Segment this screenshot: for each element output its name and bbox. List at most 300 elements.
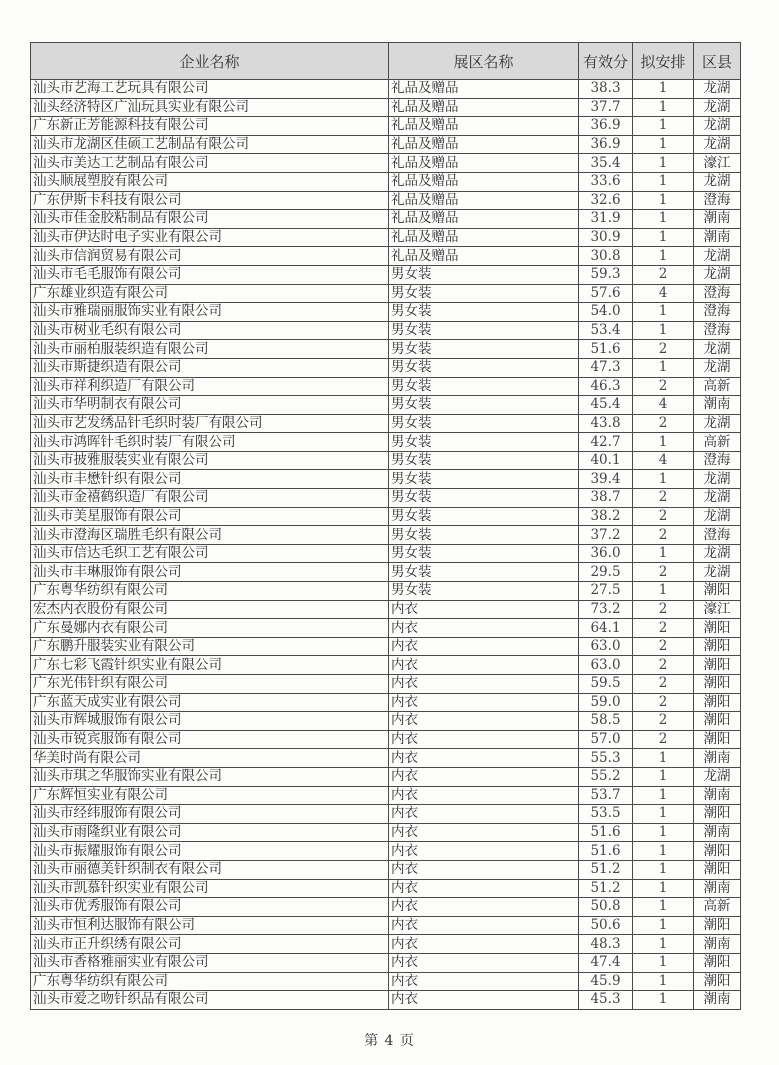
cell-district: 潮阳 <box>694 805 741 824</box>
cell-district: 龙湖 <box>694 265 741 284</box>
cell-score: 73.2 <box>579 600 633 619</box>
cell-company: 汕头市金禧鹤织造厂有限公司 <box>31 489 389 508</box>
cell-company: 广东辉恒实业有限公司 <box>31 786 389 805</box>
table-row <box>31 637 741 656</box>
cell-area: 内衣 <box>389 637 579 656</box>
cell-area: 内衣 <box>389 991 579 1010</box>
table-row <box>31 898 741 917</box>
cell-company: 汕头市信润贸易有限公司 <box>31 247 389 266</box>
cell-company: 汕头市丰琳服饰有限公司 <box>31 563 389 582</box>
cell-arrange: 1 <box>633 135 694 154</box>
cell-district: 潮阳 <box>694 637 741 656</box>
cell-company: 宏杰内衣股份有限公司 <box>31 600 389 619</box>
table-row <box>31 953 741 972</box>
cell-score: 54.0 <box>579 303 633 322</box>
cell-score: 57.0 <box>579 730 633 749</box>
table-header-row <box>31 43 741 80</box>
cell-arrange: 2 <box>633 693 694 712</box>
cell-arrange: 1 <box>633 953 694 972</box>
cell-company: 广东伊斯卡科技有限公司 <box>31 191 389 210</box>
cell-area: 男女装 <box>389 507 579 526</box>
table-body <box>31 80 741 1010</box>
cell-district: 澄海 <box>694 321 741 340</box>
cell-score: 50.6 <box>579 916 633 935</box>
cell-area: 礼品及赠品 <box>389 172 579 191</box>
cell-area: 男女装 <box>389 489 579 508</box>
table-row <box>31 544 741 563</box>
cell-company: 汕头市澄海区瑞胜毛织有限公司 <box>31 526 389 545</box>
cell-area: 内衣 <box>389 712 579 731</box>
cell-area: 男女装 <box>389 544 579 563</box>
cell-district: 潮南 <box>694 879 741 898</box>
cell-company: 汕头市恒利达服饰有限公司 <box>31 916 389 935</box>
cell-company: 汕头市雨隆织业有限公司 <box>31 823 389 842</box>
cell-score: 59.5 <box>579 675 633 694</box>
cell-company: 汕头市振耀服饰有限公司 <box>31 842 389 861</box>
cell-score: 47.3 <box>579 358 633 377</box>
cell-arrange: 1 <box>633 767 694 786</box>
cell-company: 汕头市龙湖区佳硕工艺制品有限公司 <box>31 135 389 154</box>
cell-district: 龙湖 <box>694 135 741 154</box>
table-row <box>31 507 741 526</box>
cell-company: 广东七彩飞霞针织实业有限公司 <box>31 656 389 675</box>
cell-company: 广东光伟针织有限公司 <box>31 675 389 694</box>
cell-district: 龙湖 <box>694 117 741 136</box>
header-district: 区县 <box>694 43 741 80</box>
table-row <box>31 563 741 582</box>
cell-company: 汕头市美达工艺制品有限公司 <box>31 154 389 173</box>
table-row <box>31 228 741 247</box>
cell-arrange: 1 <box>633 358 694 377</box>
cell-score: 59.3 <box>579 265 633 284</box>
cell-company: 汕头市祥利织造厂有限公司 <box>31 377 389 396</box>
cell-arrange: 2 <box>633 489 694 508</box>
cell-company: 华美时尚有限公司 <box>31 749 389 768</box>
cell-area: 内衣 <box>389 842 579 861</box>
cell-district: 澄海 <box>694 451 741 470</box>
cell-area: 男女装 <box>389 563 579 582</box>
cell-district: 濠江 <box>694 154 741 173</box>
cell-district: 高新 <box>694 898 741 917</box>
cell-company: 广东鹏升服装实业有限公司 <box>31 637 389 656</box>
table-row <box>31 879 741 898</box>
table-row <box>31 600 741 619</box>
cell-area: 男女装 <box>389 414 579 433</box>
cell-score: 53.7 <box>579 786 633 805</box>
cell-score: 42.7 <box>579 433 633 452</box>
cell-arrange: 1 <box>633 544 694 563</box>
cell-arrange: 1 <box>633 321 694 340</box>
table-row <box>31 451 741 470</box>
cell-arrange: 1 <box>633 842 694 861</box>
table-row <box>31 730 741 749</box>
cell-district: 龙湖 <box>694 489 741 508</box>
cell-arrange: 2 <box>633 563 694 582</box>
cell-area: 男女装 <box>389 451 579 470</box>
table-row <box>31 247 741 266</box>
cell-area: 内衣 <box>389 860 579 879</box>
cell-district: 潮阳 <box>694 619 741 638</box>
cell-area: 男女装 <box>389 303 579 322</box>
cell-arrange: 1 <box>633 991 694 1010</box>
cell-district: 潮南 <box>694 786 741 805</box>
cell-score: 36.9 <box>579 135 633 154</box>
cell-company: 汕头市艺发绣品针毛织时装厂有限公司 <box>31 414 389 433</box>
cell-district: 潮南 <box>694 823 741 842</box>
cell-area: 内衣 <box>389 916 579 935</box>
table-row <box>31 489 741 508</box>
cell-area: 男女装 <box>389 470 579 489</box>
cell-area: 礼品及赠品 <box>389 154 579 173</box>
cell-company: 汕头市鸿晖针毛织时装厂有限公司 <box>31 433 389 452</box>
cell-district: 潮阳 <box>694 582 741 601</box>
cell-arrange: 1 <box>633 191 694 210</box>
cell-score: 36.9 <box>579 117 633 136</box>
cell-company: 汕头市披雅服装实业有限公司 <box>31 451 389 470</box>
cell-arrange: 1 <box>633 935 694 954</box>
cell-arrange: 1 <box>633 786 694 805</box>
cell-arrange: 1 <box>633 470 694 489</box>
cell-arrange: 2 <box>633 526 694 545</box>
cell-area: 内衣 <box>389 898 579 917</box>
cell-area: 内衣 <box>389 656 579 675</box>
table-row <box>31 433 741 452</box>
cell-area: 男女装 <box>389 265 579 284</box>
cell-arrange: 1 <box>633 210 694 229</box>
cell-district: 龙湖 <box>694 340 741 359</box>
cell-company: 汕头市信达毛织工艺有限公司 <box>31 544 389 563</box>
cell-score: 53.5 <box>579 805 633 824</box>
cell-district: 龙湖 <box>694 507 741 526</box>
cell-score: 29.5 <box>579 563 633 582</box>
cell-district: 潮阳 <box>694 916 741 935</box>
cell-district: 龙湖 <box>694 247 741 266</box>
cell-score: 63.0 <box>579 656 633 675</box>
cell-company: 汕头市丽德美针织制衣有限公司 <box>31 860 389 879</box>
exhibitor-table <box>30 42 741 1010</box>
cell-score: 63.0 <box>579 637 633 656</box>
cell-company: 汕头市佳金胶粘制品有限公司 <box>31 210 389 229</box>
cell-district: 龙湖 <box>694 172 741 191</box>
cell-district: 龙湖 <box>694 98 741 117</box>
cell-score: 47.4 <box>579 953 633 972</box>
cell-score: 50.8 <box>579 898 633 917</box>
cell-company: 汕头市优秀服饰有限公司 <box>31 898 389 917</box>
cell-score: 45.3 <box>579 991 633 1010</box>
cell-district: 潮南 <box>694 749 741 768</box>
table-row <box>31 935 741 954</box>
header-company: 企业名称 <box>31 43 389 80</box>
cell-district: 高新 <box>694 377 741 396</box>
cell-score: 40.1 <box>579 451 633 470</box>
table-row <box>31 340 741 359</box>
cell-district: 龙湖 <box>694 358 741 377</box>
table-row <box>31 526 741 545</box>
header-score: 有效分 <box>579 43 633 80</box>
cell-area: 男女装 <box>389 284 579 303</box>
table-row <box>31 823 741 842</box>
table-row <box>31 991 741 1010</box>
cell-score: 53.4 <box>579 321 633 340</box>
cell-score: 38.2 <box>579 507 633 526</box>
cell-score: 59.0 <box>579 693 633 712</box>
cell-score: 38.7 <box>579 489 633 508</box>
cell-company: 汕头市香格雅丽实业有限公司 <box>31 953 389 972</box>
cell-arrange: 1 <box>633 80 694 99</box>
cell-area: 礼品及赠品 <box>389 247 579 266</box>
table-row <box>31 80 741 99</box>
cell-area: 内衣 <box>389 600 579 619</box>
cell-district: 潮阳 <box>694 972 741 991</box>
table-row <box>31 321 741 340</box>
cell-arrange: 1 <box>633 172 694 191</box>
cell-arrange: 2 <box>633 265 694 284</box>
cell-score: 64.1 <box>579 619 633 638</box>
table-row <box>31 582 741 601</box>
cell-district: 龙湖 <box>694 414 741 433</box>
cell-arrange: 1 <box>633 247 694 266</box>
cell-arrange: 2 <box>633 637 694 656</box>
cell-score: 57.6 <box>579 284 633 303</box>
table-row <box>31 358 741 377</box>
cell-area: 男女装 <box>389 377 579 396</box>
cell-score: 48.3 <box>579 935 633 954</box>
cell-area: 内衣 <box>389 730 579 749</box>
cell-score: 39.4 <box>579 470 633 489</box>
cell-score: 55.3 <box>579 749 633 768</box>
cell-district: 潮阳 <box>694 675 741 694</box>
cell-score: 51.2 <box>579 860 633 879</box>
table-row <box>31 675 741 694</box>
cell-company: 广东蓝天成实业有限公司 <box>31 693 389 712</box>
cell-district: 潮阳 <box>694 953 741 972</box>
cell-company: 广东粤华纺织有限公司 <box>31 972 389 991</box>
cell-district: 龙湖 <box>694 563 741 582</box>
cell-district: 潮南 <box>694 935 741 954</box>
cell-company: 汕头市正升织绣有限公司 <box>31 935 389 954</box>
cell-area: 礼品及赠品 <box>389 210 579 229</box>
cell-company: 汕头市美星服饰有限公司 <box>31 507 389 526</box>
table-row <box>31 377 741 396</box>
cell-score: 30.9 <box>579 228 633 247</box>
cell-district: 潮阳 <box>694 842 741 861</box>
cell-district: 潮阳 <box>694 730 741 749</box>
cell-area: 内衣 <box>389 767 579 786</box>
cell-district: 潮阳 <box>694 656 741 675</box>
header-area: 展区名称 <box>389 43 579 80</box>
cell-score: 45.4 <box>579 396 633 415</box>
cell-company: 汕头经济特区广汕玩具实业有限公司 <box>31 98 389 117</box>
cell-arrange: 2 <box>633 340 694 359</box>
cell-area: 内衣 <box>389 749 579 768</box>
cell-arrange: 4 <box>633 396 694 415</box>
cell-area: 男女装 <box>389 526 579 545</box>
cell-company: 广东新正芳能源科技有限公司 <box>31 117 389 136</box>
cell-arrange: 1 <box>633 117 694 136</box>
cell-district: 龙湖 <box>694 470 741 489</box>
cell-score: 58.5 <box>579 712 633 731</box>
table-row <box>31 712 741 731</box>
cell-district: 潮阳 <box>694 693 741 712</box>
table-row <box>31 749 741 768</box>
cell-arrange: 1 <box>633 823 694 842</box>
table-row <box>31 693 741 712</box>
cell-arrange: 1 <box>633 916 694 935</box>
cell-area: 内衣 <box>389 786 579 805</box>
table-row <box>31 767 741 786</box>
cell-arrange: 1 <box>633 972 694 991</box>
cell-arrange: 2 <box>633 377 694 396</box>
cell-arrange: 2 <box>633 656 694 675</box>
table-row <box>31 972 741 991</box>
cell-area: 内衣 <box>389 693 579 712</box>
cell-arrange: 2 <box>633 619 694 638</box>
table-row <box>31 805 741 824</box>
cell-arrange: 1 <box>633 805 694 824</box>
cell-score: 38.3 <box>579 80 633 99</box>
cell-area: 内衣 <box>389 953 579 972</box>
cell-area: 内衣 <box>389 619 579 638</box>
cell-district: 潮南 <box>694 228 741 247</box>
cell-area: 内衣 <box>389 823 579 842</box>
table-row <box>31 172 741 191</box>
cell-company: 汕头市丽柏服装织造有限公司 <box>31 340 389 359</box>
cell-score: 31.9 <box>579 210 633 229</box>
cell-company: 汕头市艺海工艺玩具有限公司 <box>31 80 389 99</box>
cell-score: 45.9 <box>579 972 633 991</box>
cell-area: 男女装 <box>389 340 579 359</box>
cell-district: 潮南 <box>694 396 741 415</box>
table-row <box>31 414 741 433</box>
table-row <box>31 786 741 805</box>
table-row <box>31 916 741 935</box>
cell-company: 汕头市爱之吻针织品有限公司 <box>31 991 389 1010</box>
table-row <box>31 619 741 638</box>
cell-arrange: 1 <box>633 860 694 879</box>
cell-company: 汕头市树业毛织有限公司 <box>31 321 389 340</box>
cell-area: 男女装 <box>389 358 579 377</box>
cell-district: 龙湖 <box>694 767 741 786</box>
table-row <box>31 284 741 303</box>
cell-arrange: 2 <box>633 712 694 731</box>
cell-score: 51.2 <box>579 879 633 898</box>
cell-company: 汕头市锐宾服饰有限公司 <box>31 730 389 749</box>
cell-score: 46.3 <box>579 377 633 396</box>
cell-area: 礼品及赠品 <box>389 135 579 154</box>
cell-district: 澄海 <box>694 284 741 303</box>
table-row <box>31 135 741 154</box>
cell-area: 内衣 <box>389 935 579 954</box>
cell-arrange: 1 <box>633 154 694 173</box>
cell-company: 汕头市毛毛服饰有限公司 <box>31 265 389 284</box>
cell-arrange: 4 <box>633 451 694 470</box>
cell-arrange: 2 <box>633 414 694 433</box>
table-row <box>31 210 741 229</box>
cell-company: 汕头市华明制衣有限公司 <box>31 396 389 415</box>
cell-area: 内衣 <box>389 805 579 824</box>
cell-score: 43.8 <box>579 414 633 433</box>
cell-company: 汕头市伊达时电子实业有限公司 <box>31 228 389 247</box>
table-row <box>31 265 741 284</box>
cell-area: 礼品及赠品 <box>389 117 579 136</box>
cell-company: 汕头市雅瑞丽服饰实业有限公司 <box>31 303 389 322</box>
page-number: 第 4 页 <box>364 1033 415 1049</box>
cell-area: 男女装 <box>389 396 579 415</box>
cell-arrange: 1 <box>633 98 694 117</box>
cell-company: 汕头市琪之华服饰实业有限公司 <box>31 767 389 786</box>
cell-company: 广东雄业织造有限公司 <box>31 284 389 303</box>
cell-company: 汕头市凯慕针织实业有限公司 <box>31 879 389 898</box>
table-row <box>31 154 741 173</box>
cell-district: 高新 <box>694 433 741 452</box>
table-row <box>31 842 741 861</box>
cell-district: 濠江 <box>694 600 741 619</box>
cell-area: 礼品及赠品 <box>389 80 579 99</box>
cell-company: 汕头顺展塑胶有限公司 <box>31 172 389 191</box>
cell-arrange: 1 <box>633 303 694 322</box>
cell-arrange: 1 <box>633 879 694 898</box>
cell-arrange: 2 <box>633 675 694 694</box>
cell-company: 汕头市辉城服饰有限公司 <box>31 712 389 731</box>
cell-district: 潮南 <box>694 991 741 1010</box>
cell-area: 男女装 <box>389 582 579 601</box>
cell-arrange: 1 <box>633 582 694 601</box>
cell-score: 36.0 <box>579 544 633 563</box>
cell-district: 澄海 <box>694 191 741 210</box>
cell-score: 27.5 <box>579 582 633 601</box>
table-row <box>31 656 741 675</box>
cell-district: 澄海 <box>694 526 741 545</box>
cell-arrange: 2 <box>633 600 694 619</box>
cell-district: 潮阳 <box>694 860 741 879</box>
cell-score: 32.6 <box>579 191 633 210</box>
cell-area: 内衣 <box>389 675 579 694</box>
cell-arrange: 4 <box>633 284 694 303</box>
table-row <box>31 98 741 117</box>
cell-company: 汕头市丰懋针织有限公司 <box>31 470 389 489</box>
cell-score: 55.2 <box>579 767 633 786</box>
cell-area: 礼品及赠品 <box>389 191 579 210</box>
cell-company: 汕头市斯捷织造有限公司 <box>31 358 389 377</box>
table-row <box>31 860 741 879</box>
cell-area: 礼品及赠品 <box>389 98 579 117</box>
cell-area: 礼品及赠品 <box>389 228 579 247</box>
cell-score: 37.7 <box>579 98 633 117</box>
cell-district: 龙湖 <box>694 544 741 563</box>
cell-arrange: 1 <box>633 228 694 247</box>
cell-score: 33.6 <box>579 172 633 191</box>
cell-arrange: 2 <box>633 507 694 526</box>
cell-arrange: 1 <box>633 749 694 768</box>
cell-score: 35.4 <box>579 154 633 173</box>
cell-district: 澄海 <box>694 303 741 322</box>
cell-area: 内衣 <box>389 972 579 991</box>
cell-company: 广东曼娜内衣有限公司 <box>31 619 389 638</box>
cell-score: 30.8 <box>579 247 633 266</box>
cell-area: 男女装 <box>389 321 579 340</box>
cell-company: 汕头市经纬服饰有限公司 <box>31 805 389 824</box>
table-row <box>31 470 741 489</box>
table-row <box>31 396 741 415</box>
cell-arrange: 1 <box>633 898 694 917</box>
cell-score: 37.2 <box>579 526 633 545</box>
table-row <box>31 191 741 210</box>
cell-arrange: 2 <box>633 730 694 749</box>
cell-district: 潮阳 <box>694 712 741 731</box>
cell-arrange: 1 <box>633 433 694 452</box>
cell-district: 龙湖 <box>694 80 741 99</box>
table-row <box>31 117 741 136</box>
